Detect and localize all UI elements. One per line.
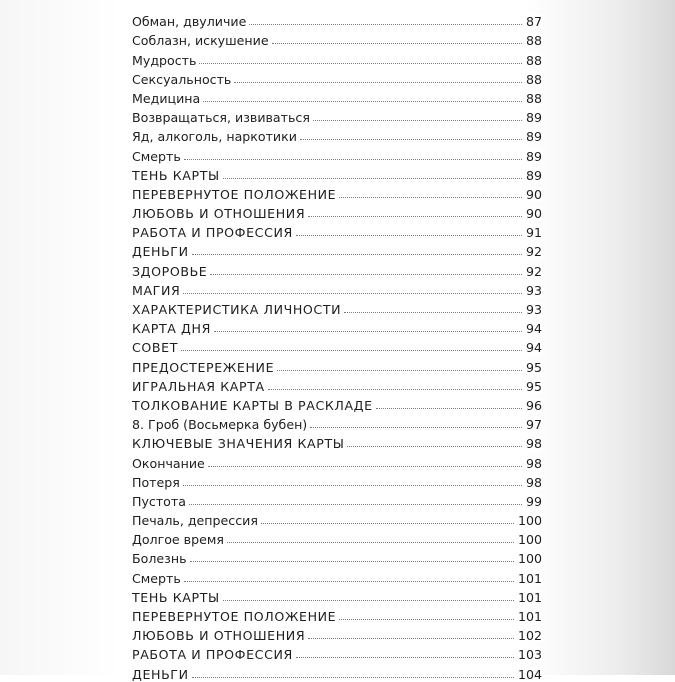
toc-leader-dots — [234, 81, 542, 83]
toc-entry-title: Потеря — [132, 475, 183, 490]
toc-leader-dots — [296, 234, 542, 236]
toc-entry-title: ХАРАКТЕРИСТИКА ЛИЧНОСТИ — [132, 302, 344, 317]
toc-entry-page-number: 87 — [523, 14, 542, 29]
toc-entry-title: Болезнь — [132, 551, 190, 566]
toc-entry-page-number: 93 — [523, 283, 542, 298]
toc-entry — [132, 144, 542, 163]
table-of-contents — [132, 10, 542, 682]
toc-entry-title: РАБОТА И ПРОФЕССИЯ — [132, 647, 296, 662]
toc-entry — [132, 355, 542, 374]
toc-entry-page-number: 92 — [523, 264, 542, 279]
toc-leader-dots — [249, 23, 542, 25]
toc-leader-dots — [272, 42, 542, 44]
toc-entry-page-number: 88 — [523, 33, 542, 48]
toc-entry-title: 8. Гроб (Восьмерка бубен) — [132, 417, 310, 432]
toc-entry-page-number: 88 — [523, 53, 542, 68]
toc-entry-title: Окончание — [132, 456, 208, 471]
toc-entry-page-number: 95 — [523, 379, 542, 394]
toc-entry-title: ДЕНЬГИ — [132, 667, 192, 682]
toc-entry-title: РАБОТА И ПРОФЕССИЯ — [132, 225, 296, 240]
toc-entry-page-number: 88 — [523, 72, 542, 87]
toc-entry-title: Соблазн, искушение — [132, 33, 272, 48]
toc-entry-title: Смерть — [132, 571, 184, 586]
toc-leader-dots — [184, 158, 542, 160]
toc-entry — [132, 221, 542, 240]
toc-entry-page-number: 99 — [523, 494, 542, 509]
toc-entry-title: ТОЛКОВАНИЕ КАРТЫ В РАСКЛАДЕ — [132, 398, 376, 413]
toc-entry-page-number: 93 — [523, 302, 542, 317]
toc-entry-title: ЛЮБОВЬ И ОТНОШЕНИЯ — [132, 628, 308, 643]
toc-entry — [132, 202, 542, 221]
toc-leader-dots — [296, 656, 542, 658]
toc-entry — [132, 125, 542, 144]
toc-entry — [132, 643, 542, 662]
toc-entry — [132, 528, 542, 547]
toc-leader-dots — [190, 560, 543, 562]
toc-leader-dots — [208, 465, 542, 467]
toc-leader-dots — [261, 522, 542, 524]
toc-leader-dots — [223, 599, 542, 601]
toc-entry-page-number: 90 — [523, 206, 542, 221]
toc-leader-dots — [376, 407, 542, 409]
toc-leader-dots — [308, 215, 542, 217]
toc-entry-page-number: 92 — [523, 244, 542, 259]
toc-entry-title: Сексуальность — [132, 72, 234, 87]
toc-leader-dots — [192, 253, 542, 255]
toc-entry-page-number: 100 — [515, 551, 542, 566]
toc-entry-title: ЗДОРОВЬЕ — [132, 264, 210, 279]
toc-entry — [132, 164, 542, 183]
toc-entry-page-number: 101 — [515, 590, 542, 605]
toc-entry-page-number: 89 — [523, 168, 542, 183]
toc-entry-page-number: 89 — [523, 129, 542, 144]
toc-entry — [132, 298, 542, 317]
toc-entry-page-number: 91 — [523, 225, 542, 240]
toc-leader-dots — [268, 388, 542, 390]
toc-entry-title: КАРТА ДНЯ — [132, 321, 214, 336]
toc-entry-title: ЛЮБОВЬ И ОТНОШЕНИЯ — [132, 206, 308, 221]
toc-entry — [132, 490, 542, 509]
toc-entry-title: Возвращаться, извиваться — [132, 110, 313, 125]
toc-entry-title: Медицина — [132, 91, 203, 106]
toc-entry-title: КЛЮЧЕВЫЕ ЗНАЧЕНИЯ КАРТЫ — [132, 436, 347, 451]
toc-leader-dots — [223, 177, 542, 179]
toc-entry — [132, 624, 542, 643]
toc-entry-title: Обман, двуличие — [132, 14, 249, 29]
toc-leader-dots — [181, 349, 542, 351]
toc-entry-page-number: 101 — [515, 609, 542, 624]
toc-entry — [132, 279, 542, 298]
toc-entry-title: ИГРАЛЬНАЯ КАРТА — [132, 379, 268, 394]
toc-entry-page-number: 98 — [523, 475, 542, 490]
toc-leader-dots — [183, 484, 542, 486]
toc-entry-page-number: 94 — [523, 321, 542, 336]
toc-entry — [132, 394, 542, 413]
toc-entry-page-number: 103 — [515, 647, 542, 662]
toc-leader-dots — [310, 426, 542, 428]
toc-entry — [132, 566, 542, 585]
toc-entry — [132, 432, 542, 451]
toc-entry — [132, 605, 542, 624]
toc-entry — [132, 413, 542, 432]
toc-leader-dots — [308, 637, 542, 639]
toc-entry-page-number: 104 — [515, 667, 542, 682]
toc-entry-page-number: 94 — [523, 340, 542, 355]
toc-entry-title: ТЕНЬ КАРТЫ — [132, 590, 223, 605]
toc-entry-page-number: 88 — [523, 91, 542, 106]
toc-entry-title: СОВЕТ — [132, 340, 181, 355]
toc-entry-title: Мудрость — [132, 53, 199, 68]
toc-entry-page-number: 96 — [523, 398, 542, 413]
toc-entry — [132, 68, 542, 87]
toc-entry-page-number: 102 — [515, 628, 542, 643]
toc-entry — [132, 336, 542, 355]
toc-entry — [132, 240, 542, 259]
toc-entry — [132, 547, 542, 566]
toc-leader-dots — [300, 138, 542, 140]
toc-entry — [132, 375, 542, 394]
toc-entry — [132, 29, 542, 48]
toc-leader-dots — [183, 292, 542, 294]
toc-entry-page-number: 89 — [523, 110, 542, 125]
toc-entry-title: МАГИЯ — [132, 283, 183, 298]
toc-entry-page-number: 89 — [523, 149, 542, 164]
toc-entry-title: Смерть — [132, 149, 184, 164]
toc-entry-title: ТЕНЬ КАРТЫ — [132, 168, 223, 183]
toc-entry — [132, 87, 542, 106]
toc-leader-dots — [344, 311, 542, 313]
toc-entry-page-number: 90 — [523, 187, 542, 202]
toc-entry — [132, 48, 542, 67]
toc-entry — [132, 662, 542, 681]
toc-entry-title: Пустота — [132, 494, 189, 509]
toc-leader-dots — [199, 62, 542, 64]
toc-entry-page-number: 98 — [523, 436, 542, 451]
toc-leader-dots — [210, 273, 542, 275]
toc-entry-title: Яд, алкоголь, наркотики — [132, 129, 300, 144]
toc-entry-title: ПЕРЕВЕРНУТОЕ ПОЛОЖЕНИЕ — [132, 609, 339, 624]
toc-entry-title: ПЕРЕВЕРНУТОЕ ПОЛОЖЕНИЕ — [132, 187, 339, 202]
toc-leader-dots — [192, 676, 542, 678]
toc-entry — [132, 317, 542, 336]
toc-entry-page-number: 98 — [523, 456, 542, 471]
toc-entry — [132, 259, 542, 278]
toc-entry-page-number: 95 — [523, 360, 542, 375]
toc-leader-dots — [189, 503, 542, 505]
toc-leader-dots — [277, 369, 542, 371]
toc-entry — [132, 10, 542, 29]
toc-entry — [132, 471, 542, 490]
toc-entry-page-number: 97 — [523, 417, 542, 432]
toc-entry — [132, 586, 542, 605]
toc-entry-title: ПРЕДОСТЕРЕЖЕНИЕ — [132, 360, 277, 375]
toc-entry-page-number: 100 — [515, 532, 542, 547]
toc-leader-dots — [313, 119, 542, 121]
toc-entry — [132, 183, 542, 202]
toc-leader-dots — [227, 541, 542, 543]
toc-leader-dots — [347, 445, 542, 447]
toc-entry-title: Печаль, депрессия — [132, 513, 261, 528]
toc-entry — [132, 106, 542, 125]
toc-leader-dots — [339, 618, 542, 620]
toc-entry-title: Долгое время — [132, 532, 227, 547]
toc-leader-dots — [203, 100, 542, 102]
toc-entry-page-number: 100 — [515, 513, 542, 528]
toc-leader-dots — [184, 580, 542, 582]
toc-entry — [132, 451, 542, 470]
toc-leader-dots — [339, 196, 542, 198]
toc-entry-page-number: 101 — [515, 571, 542, 586]
toc-leader-dots — [214, 330, 542, 332]
toc-entry — [132, 509, 542, 528]
toc-entry-title: ДЕНЬГИ — [132, 244, 192, 259]
